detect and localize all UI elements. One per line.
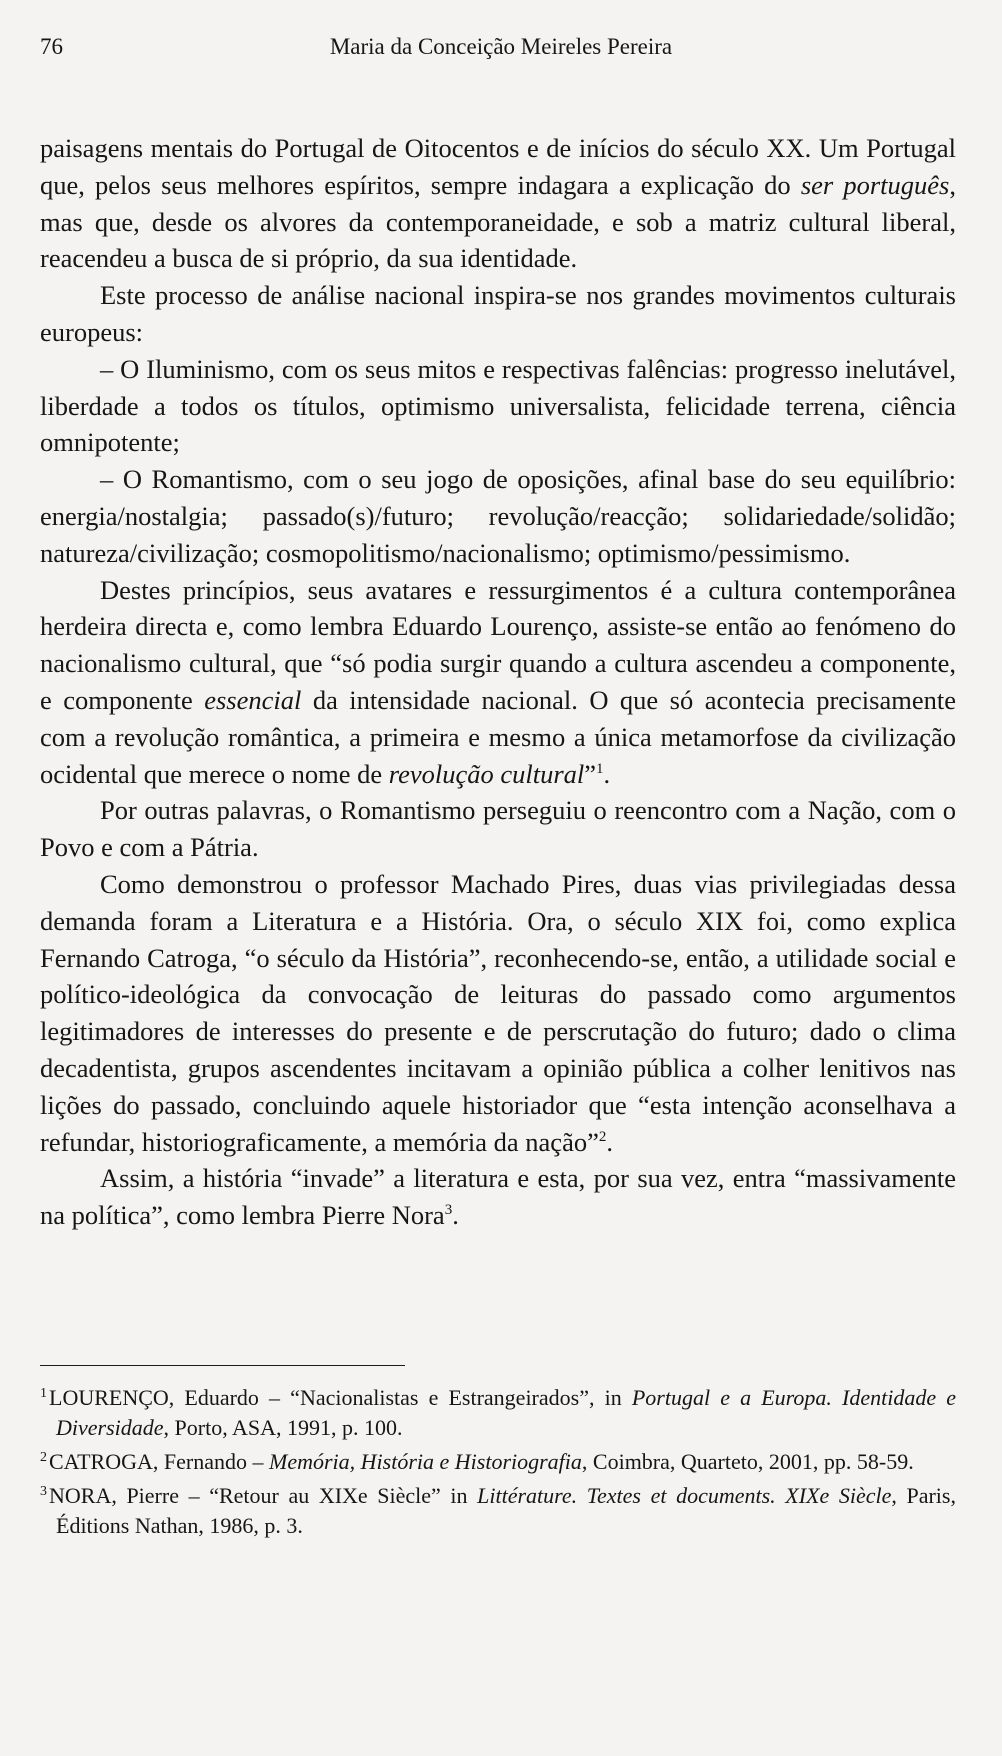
footnote-ref-1[interactable]: 1 bbox=[596, 760, 604, 777]
footnote-ref-2[interactable]: 2 bbox=[598, 1128, 607, 1145]
paragraph-4-romantismo: – O Romantismo, com o seu jogo de oposições, afinal base do seu equilíbrio: energia/nostalgia; passado(s)/futuro; revolução/reacção; solidariedade/solidão; natureza/civilização; cosmopolitismo/nacionalismo; optimismo/pessimismo. bbox=[40, 464, 956, 568]
footnote-2: $^2$CATROGA, Fernando – Memória, História e Historiografia, Coimbra, Quarteto, 2001, pp. 58-59. bbox=[40, 1449, 914, 1474]
footnote-ref-3[interactable]: 3 bbox=[444, 1202, 453, 1219]
page-header bbox=[40, 34, 962, 66]
running-title: Maria da Conceição Meireles Pereira bbox=[329, 34, 673, 59]
paragraph-5: Destes princípios, seus avatares e ressurgimentos é a cultura contemporânea herdeira directa e, como lembra Eduardo Lourenço, assiste-se então ao fenómeno do nacionalismo cultural, que “só podia surgir quando a cultura ascendeu a componente, e componente essencial da intensidade nacional. O que só acontecia precisamente com a revolução romântica, a primeira e mesmo a única metamorfose da civilização ocidental que merece o nome de revolução cultural”$^1$. bbox=[40, 574, 956, 789]
footnote-separator bbox=[40, 1365, 405, 1366]
paragraph-7: Como demonstrou o professor Machado Pires, duas vias privilegiadas dessa demanda foram a Literatura e a História. Ora, o século XIX foi, como explica Fernando Catroga, “o século da História”, reconhecendo-se, então, a utilidade social e político-ideológica da convocação de leituras do passado como argumentos legitimadores de interesses do presente e de perscrutação do futuro; dado o clima decadentista, grupos ascendentes incitavam a opinião pública a colher lenitivos nas lições do passado, concluindo aquele historiador que “esta intenção aconselhava a refundar, historiograficamente, a memória da nação”$^2$. bbox=[40, 868, 956, 1157]
footnotes bbox=[40, 1383, 956, 1545]
paragraph-8: Assim, a história “invade” a literatura e esta, por sua vez, entra “massivamente na política”, como lembra Pierre Nora$^3$. bbox=[40, 1163, 956, 1231]
footnote-3: $^3$NORA, Pierre – “Retour au XIXe Siècle” in Littérature. Textes et documents. XIXe Siècle, Paris, Éditions Nathan, 1986, p. 3. bbox=[40, 1483, 956, 1538]
paragraph-2: Este processo de análise nacional inspira-se nos grandes movimentos culturais europeus: bbox=[40, 280, 956, 347]
footnote-number: 1 bbox=[40, 1385, 47, 1401]
body-text bbox=[40, 130, 956, 1234]
page-number: 76 bbox=[40, 34, 63, 59]
paragraph-3-iluminismo: – O Iluminismo, com os seus mitos e respectivas falências: progresso inelutável, liberdade a todos os títulos, optimismo universalista, felicidade terrena, ciência omnipotente; bbox=[40, 353, 956, 458]
footnote-number: 3 bbox=[40, 1483, 47, 1499]
footnote-1: $^1$LOURENÇO, Eduardo – “Nacionalistas e Estrangeirados”, in Portugal e a Europa. Identidade e Diversidade, Porto, ASA, 1991, p. 100. bbox=[40, 1385, 956, 1440]
paragraph-1: paisagens mentais do Portugal de Oitocentos e de inícios do século XX. Um Portugal que, pelos seus melhores espíritos, sempre indagara a explicação do ser português, mas que, desde os alvores da contemporaneidade, e sob a matriz cultural liberal, reacendeu a busca de si próprio, da sua identidade. bbox=[40, 133, 956, 274]
paragraph-6: Por outras palavras, o Romantismo perseguiu o reencontro com a Nação, com o Povo e com a Pátria. bbox=[40, 795, 956, 863]
footnote-number: 2 bbox=[40, 1449, 47, 1465]
